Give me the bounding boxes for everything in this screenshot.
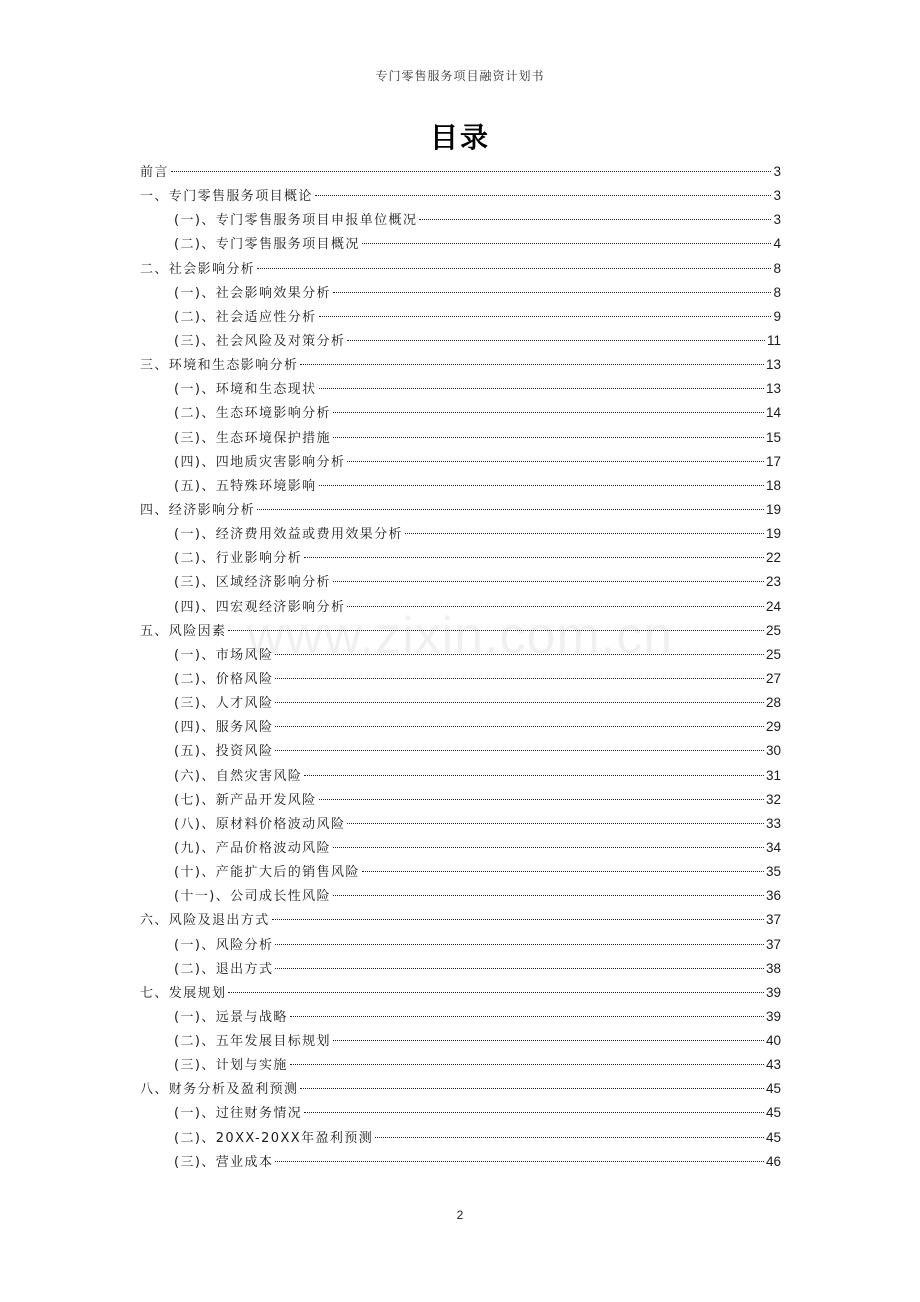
toc-entry-page: 36 [765,888,781,904]
toc-entry-page: 39 [765,1008,781,1024]
toc-subentry[interactable] [140,306,781,330]
toc-dot-leader [275,968,764,969]
toc-entry-label: (一)、社会影响效果分析 [174,285,331,301]
toc-subentry[interactable] [140,813,781,837]
toc-subentry[interactable] [140,934,781,958]
toc-subentry[interactable] [140,378,781,402]
toc-dot-leader [300,364,764,365]
toc-entry-label: 八、财务分析及盈利预测 [140,1082,299,1098]
toc-dot-leader [347,823,764,824]
toc-entry-label: (二)、社会适应性分析 [174,309,317,325]
toc-subentry[interactable] [140,958,781,982]
toc-dot-leader [275,944,764,945]
toc-entry-label: (二)、价格风险 [174,671,274,687]
toc-dot-leader [228,630,764,631]
toc-entry-page: 23 [765,574,781,590]
toc-entry-page: 45 [765,1105,781,1121]
toc-entry-page: 8 [773,284,781,300]
toc-entry-page: 35 [765,864,781,880]
toc-entry-label: (三)、区域经济影响分析 [174,575,331,591]
toc-subentry[interactable] [140,1102,781,1126]
toc-entry[interactable] [140,1078,781,1102]
toc-subentry[interactable] [140,861,781,885]
toc-subentry[interactable] [140,668,781,692]
toc-dot-leader [304,557,764,558]
toc-entry-label: (三)、营业成本 [174,1154,274,1170]
toc-dot-leader [275,750,764,751]
toc-dot-leader [304,775,764,776]
toc-entry-label: (十)、产能扩大后的销售风险 [174,865,360,881]
toc-subentry[interactable] [140,451,781,475]
toc-entry-page: 25 [765,646,781,662]
toc-entry-page: 38 [765,960,781,976]
toc-entry-label: (二)、20XX-20XX年盈利预测 [174,1130,374,1146]
toc-dot-leader [362,871,764,872]
toc-entry-page: 34 [765,839,781,855]
toc-entry-label: 四、经济影响分析 [140,502,256,518]
toc-entry-label: (七)、新产品开发风险 [174,792,317,808]
toc-entry-label: 前言 [140,165,169,180]
toc-entry[interactable] [140,161,781,185]
toc-entry-label: 六、风险及退出方式 [140,913,270,929]
toc-entry-page: 17 [765,453,781,469]
toc-dot-leader [333,292,772,293]
toc-entry-page: 46 [765,1153,781,1169]
toc-entry[interactable] [140,620,781,644]
toc-entry-label: (一)、市场风险 [174,647,274,663]
toc-entry-page: 24 [765,598,781,614]
toc-subentry[interactable] [140,740,781,764]
toc-entry-page: 9 [773,308,781,324]
toc-entry-page: 18 [765,477,781,493]
toc-entry-label: (三)、社会风险及对策分析 [174,333,346,349]
toc-dot-leader [257,268,771,269]
toc-entry-label: (九)、产品价格波动风险 [174,840,331,856]
toc-entry-label: (四)、四地质灾害影响分析 [174,454,346,470]
toc-entry[interactable] [140,185,781,209]
toc-entry-label: 七、发展规划 [140,985,227,1001]
toc-subentry[interactable] [140,1127,781,1151]
toc-entry-page: 22 [765,550,781,566]
toc-entry-label: (四)、四宏观经济影响分析 [174,599,346,615]
toc-subentry[interactable] [140,330,781,354]
toc-entry-page: 3 [773,212,781,228]
toc-entry-page: 37 [765,912,781,928]
toc-subentry[interactable] [140,571,781,595]
toc-entry-label: (一)、环境和生态现状 [174,382,317,398]
toc-entry-label: (二)、退出方式 [174,961,274,977]
toc-entry-page: 25 [765,622,781,638]
toc-dot-leader [347,461,764,462]
toc-subentry[interactable] [140,233,781,257]
toc-entry-page: 3 [773,188,781,204]
toc-entry-page: 43 [765,1057,781,1073]
toc-subentry[interactable] [140,716,781,740]
watermark: www.zixin.com.cn [246,607,674,665]
toc-entry-page: 39 [765,984,781,1000]
toc-entry-label: (三)、计划与实施 [174,1058,288,1074]
toc-entry[interactable] [140,982,781,1006]
toc-entry-label: (二)、行业影响分析 [174,551,303,567]
toc-subentry[interactable] [140,209,781,233]
toc-entry-page: 28 [765,695,781,711]
toc-dot-leader [347,606,764,607]
toc-dot-leader [275,726,764,727]
toc-entry-page: 40 [765,1033,781,1049]
toc-entry-label: (八)、原材料价格波动风险 [174,816,346,832]
table-of-contents [140,161,781,1175]
toc-dot-leader [171,171,772,172]
toc-entry-label: (一)、过往财务情况 [174,1106,303,1122]
toc-entry-page: 37 [765,936,781,952]
toc-subentry[interactable] [140,547,781,571]
toc-dot-leader [257,509,764,510]
toc-entry-label: (五)、投资风险 [174,744,274,760]
toc-subentry[interactable] [140,523,781,547]
running-header: 专门零售服务项目融资计划书 [375,69,545,83]
toc-subentry[interactable] [140,475,781,499]
toc-subentry[interactable] [140,1054,781,1078]
page-number: 2 [456,1208,464,1222]
toc-entry-page: 31 [765,767,781,783]
toc-dot-leader [347,340,765,341]
toc-dot-leader [290,1016,764,1017]
toc-entry-label: (三)、人才风险 [174,696,274,712]
toc-entry[interactable] [140,499,781,523]
toc-entry-label: (四)、服务风险 [174,720,274,736]
toc-dot-leader [333,581,764,582]
toc-dot-leader [275,678,764,679]
toc-dot-leader [228,992,764,993]
toc-entry-page: 19 [765,501,781,517]
toc-entry-page: 27 [765,670,781,686]
toc-entry-label: (三)、生态环境保护措施 [174,430,331,446]
toc-subentry[interactable] [140,596,781,620]
toc-entry-page: 4 [773,236,781,252]
toc-dot-leader [333,847,764,848]
toc-dot-leader [333,895,764,896]
toc-entry-label: (一)、专门零售服务项目申报单位概况 [174,213,418,229]
toc-dot-leader [375,1137,764,1138]
toc-subentry[interactable] [140,1151,781,1175]
toc-entry-label: 三、环境和生态影响分析 [140,358,299,374]
toc-entry-label: (二)、五年发展目标规划 [174,1034,331,1050]
toc-subentry[interactable] [140,837,781,861]
toc-subentry[interactable] [140,644,781,668]
toc-entry-label: (六)、自然灾害风险 [174,768,303,784]
toc-dot-leader [272,919,764,920]
toc-entry-page: 32 [765,791,781,807]
toc-dot-leader [319,485,764,486]
toc-entry-label: 一、专门零售服务项目概论 [140,189,313,205]
toc-entry-label: (一)、经济费用效益或费用效果分析 [174,527,403,543]
toc-subentry[interactable] [140,1006,781,1030]
toc-entry-label: (五)、五特殊环境影响 [174,478,317,494]
toc-dot-leader [275,1161,764,1162]
toc-dot-leader [333,437,764,438]
toc-entry-page: 29 [765,719,781,735]
toc-entry-page: 13 [765,381,781,397]
toc-dot-leader [333,1040,764,1041]
toc-dot-leader [275,702,764,703]
toc-entry-page: 45 [765,1081,781,1097]
toc-dot-leader [333,412,764,413]
toc-dot-leader [304,1112,764,1113]
toc-subentry[interactable] [140,692,781,716]
toc-entry-page: 15 [765,429,781,445]
toc-entry[interactable] [140,258,781,282]
toc-dot-leader [300,1088,764,1089]
toc-entry-page: 30 [765,743,781,759]
toc-entry-page: 8 [773,260,781,276]
toc-entry-page: 33 [765,815,781,831]
toc-subentry[interactable] [140,885,781,909]
toc-dot-leader [275,654,764,655]
toc-entry-page: 14 [765,405,781,421]
toc-dot-leader [319,388,764,389]
toc-entry-page: 11 [766,332,781,348]
toc-dot-leader [362,243,772,244]
page-title: 目录 [429,121,490,154]
toc-dot-leader [319,799,764,800]
toc-subentry[interactable] [140,765,781,789]
toc-dot-leader [290,1064,764,1065]
toc-entry-label: (二)、生态环境影响分析 [174,406,331,422]
toc-entry[interactable] [140,354,781,378]
toc-entry-label: 二、社会影响分析 [140,261,256,277]
toc-dot-leader [419,219,771,220]
toc-dot-leader [315,195,772,196]
toc-entry-label: (一)、远景与战略 [174,1009,288,1025]
toc-entry-page: 13 [765,357,781,373]
toc-entry-label: (十一)、公司成长性风险 [174,889,331,905]
toc-dot-leader [319,316,772,317]
toc-subentry[interactable] [140,282,781,306]
toc-dot-leader [405,533,764,534]
toc-entry-label: (一)、风险分析 [174,937,274,953]
toc-subentry[interactable] [140,402,781,426]
toc-entry-label: 五、风险因素 [140,623,227,639]
toc-entry-page: 3 [773,164,781,179]
toc-entry-label: (二)、专门零售服务项目概况 [174,237,360,253]
toc-subentry[interactable] [140,427,781,451]
toc-entry-page: 19 [765,526,781,542]
toc-subentry[interactable] [140,789,781,813]
toc-subentry[interactable] [140,1030,781,1054]
toc-entry[interactable] [140,909,781,933]
toc-entry-page: 45 [765,1129,781,1145]
